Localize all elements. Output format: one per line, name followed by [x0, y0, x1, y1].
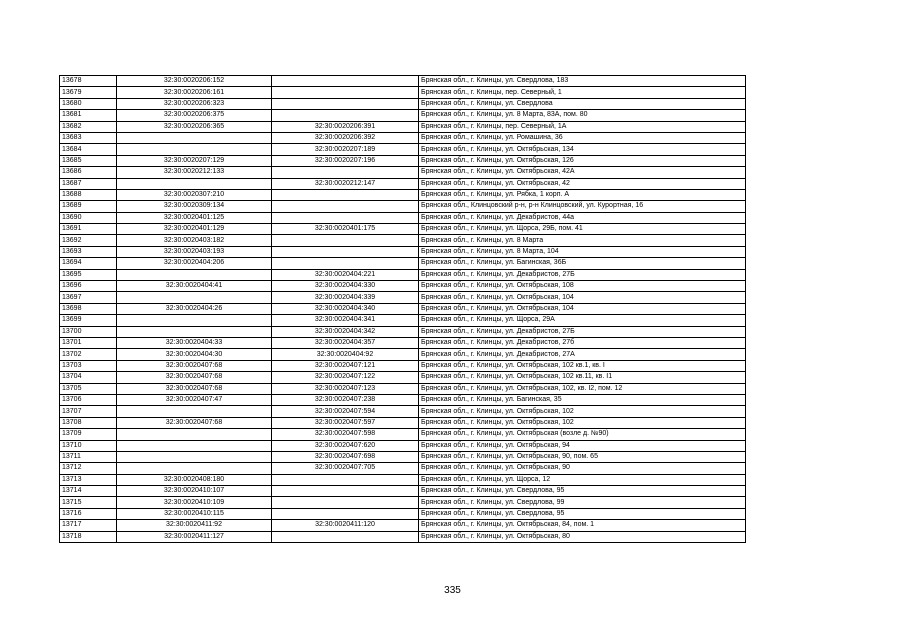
related-cadastral-number-cell — [272, 87, 419, 98]
table-row — [60, 246, 746, 257]
address-cell: Брянская обл., г. Клинцы, ул. 8 Марта — [419, 235, 746, 246]
cadastral-number-cell: 32:30:0020401:129 — [117, 224, 272, 235]
related-cadastral-number-cell: 32:30:0020206:392 — [272, 132, 419, 143]
table-body — [60, 76, 746, 543]
cadastral-number-cell: 32:30:0020207:129 — [117, 155, 272, 166]
table-row — [60, 281, 746, 292]
related-cadastral-number-cell — [272, 98, 419, 109]
address-cell: Брянская обл., г. Клинцы, ул. Октябрьская, 102 кв.1, кв. I — [419, 360, 746, 371]
row-number-cell: 13712 — [60, 463, 117, 474]
related-cadastral-number-cell — [272, 246, 419, 257]
cadastral-number-cell — [117, 315, 272, 326]
address-cell: Брянская обл., г. Клинцы, ул. Октябрьская, 42 — [419, 178, 746, 189]
table-row — [60, 360, 746, 371]
cadastral-number-cell: 32:30:0020404:33 — [117, 337, 272, 348]
row-number-cell: 13679 — [60, 87, 117, 98]
row-number-cell: 13688 — [60, 189, 117, 200]
related-cadastral-number-cell: 32:30:0020212:147 — [272, 178, 419, 189]
address-cell: Брянская обл., г. Клинцы, ул. Багинская, 36Б — [419, 258, 746, 269]
table-row — [60, 372, 746, 383]
cadastral-number-cell: 32:30:0020404:30 — [117, 349, 272, 360]
row-number-cell: 13707 — [60, 406, 117, 417]
address-cell: Брянская обл., г. Клинцы, ул. Октябрьская, 102 — [419, 417, 746, 428]
related-cadastral-number-cell: 32:30:0020404:342 — [272, 326, 419, 337]
row-number-cell: 13718 — [60, 531, 117, 542]
address-cell: Брянская обл., г. Клинцы, ул. Свердлова, 95 — [419, 508, 746, 519]
address-cell: Брянская обл., г. Клинцы, ул. Багинская, 35 — [419, 394, 746, 405]
related-cadastral-number-cell: 32:30:0020404:339 — [272, 292, 419, 303]
table-row — [60, 474, 746, 485]
cadastral-number-cell — [117, 429, 272, 440]
table-row — [60, 258, 746, 269]
table-row — [60, 315, 746, 326]
address-cell: Брянская обл., г. Клинцы, ул. Декабристов, 27Б — [419, 269, 746, 280]
cadastral-number-cell: 32:30:0020206:375 — [117, 110, 272, 121]
row-number-cell: 13717 — [60, 520, 117, 531]
address-cell: Брянская обл., г. Клинцы, ул. Октябрьская, 102 кв.11, кв. I1 — [419, 372, 746, 383]
cadastral-number-cell — [117, 463, 272, 474]
related-cadastral-number-cell — [272, 212, 419, 223]
related-cadastral-number-cell: 32:30:0020404:330 — [272, 281, 419, 292]
related-cadastral-number-cell: 32:30:0020404:357 — [272, 337, 419, 348]
table-row — [60, 531, 746, 542]
address-cell: Брянская обл., г. Клинцы, ул. Свердлова, 183 — [419, 76, 746, 87]
table-row — [60, 144, 746, 155]
cadastral-number-cell: 32:30:0020407:68 — [117, 372, 272, 383]
table-row — [60, 155, 746, 166]
address-cell: Брянская обл., г. Клинцы, ул. Свердлова, 99 — [419, 497, 746, 508]
address-cell: Брянская обл., г. Клинцы, ул. Щорса, 29Б, пом. 41 — [419, 224, 746, 235]
row-number-cell: 13714 — [60, 486, 117, 497]
related-cadastral-number-cell — [272, 110, 419, 121]
cadastral-number-cell: 32:30:0020206:152 — [117, 76, 272, 87]
address-cell: Брянская обл., г. Клинцы, ул. Рябка, 1 корп. А — [419, 189, 746, 200]
row-number-cell: 13708 — [60, 417, 117, 428]
row-number-cell: 13709 — [60, 429, 117, 440]
cadastral-number-cell: 32:30:0020411:92 — [117, 520, 272, 531]
address-cell: Брянская обл., г. Клинцы, ул. Свердлова — [419, 98, 746, 109]
table-row — [60, 87, 746, 98]
cadastral-number-cell — [117, 440, 272, 451]
row-number-cell: 13683 — [60, 132, 117, 143]
row-number-cell: 13705 — [60, 383, 117, 394]
row-number-cell: 13699 — [60, 315, 117, 326]
related-cadastral-number-cell: 32:30:0020407:698 — [272, 451, 419, 462]
related-cadastral-number-cell: 32:30:0020407:123 — [272, 383, 419, 394]
cadastral-number-cell: 32:30:0020407:68 — [117, 417, 272, 428]
address-cell: Брянская обл., г. Клинцы, ул. Свердлова, 95 — [419, 486, 746, 497]
row-number-cell: 13700 — [60, 326, 117, 337]
cadastral-number-cell: 32:30:0020404:26 — [117, 303, 272, 314]
table-row — [60, 497, 746, 508]
row-number-cell: 13702 — [60, 349, 117, 360]
address-cell: Брянская обл., г. Клинцы, ул. Декабристов, 27А — [419, 349, 746, 360]
table-row — [60, 451, 746, 462]
table-row — [60, 201, 746, 212]
address-cell: Брянская обл., г. Клинцы, ул. Щорса, 29А — [419, 315, 746, 326]
row-number-cell: 13687 — [60, 178, 117, 189]
page-number: 335 — [444, 585, 461, 596]
related-cadastral-number-cell: 32:30:0020407:597 — [272, 417, 419, 428]
cadastral-number-cell — [117, 269, 272, 280]
cadastral-number-cell: 32:30:0020410:107 — [117, 486, 272, 497]
row-number-cell: 13681 — [60, 110, 117, 121]
table-row — [60, 486, 746, 497]
table-row — [60, 178, 746, 189]
table-row — [60, 235, 746, 246]
table-row — [60, 224, 746, 235]
related-cadastral-number-cell: 32:30:0020411:120 — [272, 520, 419, 531]
related-cadastral-number-cell: 32:30:0020407:705 — [272, 463, 419, 474]
related-cadastral-number-cell: 32:30:0020404:92 — [272, 349, 419, 360]
address-cell: Брянская обл., г. Клинцы, ул. Ромашина, 36 — [419, 132, 746, 143]
cadastral-number-cell: 32:30:0020410:115 — [117, 508, 272, 519]
related-cadastral-number-cell: 32:30:0020404:341 — [272, 315, 419, 326]
related-cadastral-number-cell — [272, 474, 419, 485]
address-cell: Брянская обл., г. Клинцы, ул. 8 Марта, 83А, пом. 80 — [419, 110, 746, 121]
related-cadastral-number-cell: 32:30:0020206:391 — [272, 121, 419, 132]
cadastral-number-cell: 32:30:0020404:206 — [117, 258, 272, 269]
address-cell: Брянская обл., г. Клинцы, пер. Северный, 1 — [419, 87, 746, 98]
related-cadastral-number-cell — [272, 235, 419, 246]
row-number-cell: 13693 — [60, 246, 117, 257]
related-cadastral-number-cell: 32:30:0020404:340 — [272, 303, 419, 314]
address-cell: Брянская обл., г. Клинцы, ул. Октябрьская, 80 — [419, 531, 746, 542]
address-cell: Брянская обл., г. Клинцы, ул. Октябрьская, 108 — [419, 281, 746, 292]
table-row — [60, 406, 746, 417]
table-row — [60, 349, 746, 360]
row-number-cell: 13704 — [60, 372, 117, 383]
row-number-cell: 13690 — [60, 212, 117, 223]
cadastral-number-cell: 32:30:0020404:41 — [117, 281, 272, 292]
row-number-cell: 13694 — [60, 258, 117, 269]
cadastral-number-cell: 32:30:0020309:134 — [117, 201, 272, 212]
table-row — [60, 326, 746, 337]
table-row — [60, 429, 746, 440]
address-cell: Брянская обл., г. Клинцы, ул. Октябрьская, 94 — [419, 440, 746, 451]
related-cadastral-number-cell — [272, 76, 419, 87]
row-number-cell: 13689 — [60, 201, 117, 212]
related-cadastral-number-cell — [272, 167, 419, 178]
table-row — [60, 76, 746, 87]
related-cadastral-number-cell: 32:30:0020407:121 — [272, 360, 419, 371]
table-row — [60, 98, 746, 109]
cadastral-number-cell: 32:30:0020407:68 — [117, 383, 272, 394]
table-row — [60, 292, 746, 303]
cadastral-number-cell — [117, 178, 272, 189]
table-row — [60, 212, 746, 223]
row-number-cell: 13696 — [60, 281, 117, 292]
cadastral-number-cell — [117, 292, 272, 303]
related-cadastral-number-cell: 32:30:0020404:221 — [272, 269, 419, 280]
address-cell: Брянская обл., г. Клинцы, ул. Октябрьская, 134 — [419, 144, 746, 155]
related-cadastral-number-cell — [272, 201, 419, 212]
address-cell: Брянская обл., г. Клинцы, ул. Октябрьская, 42А — [419, 167, 746, 178]
document-table — [59, 75, 746, 543]
table-row — [60, 189, 746, 200]
related-cadastral-number-cell: 32:30:0020407:238 — [272, 394, 419, 405]
table-row — [60, 440, 746, 451]
row-number-cell: 13692 — [60, 235, 117, 246]
row-number-cell: 13680 — [60, 98, 117, 109]
address-cell: Брянская обл., г. Клинцы, ул. Октябрьская, 84, пом. 1 — [419, 520, 746, 531]
related-cadastral-number-cell: 32:30:0020407:598 — [272, 429, 419, 440]
cadastral-number-cell: 32:30:0020403:182 — [117, 235, 272, 246]
related-cadastral-number-cell — [272, 189, 419, 200]
related-cadastral-number-cell: 32:30:0020207:189 — [272, 144, 419, 155]
table-row — [60, 383, 746, 394]
address-cell: Брянская обл., г. Клинцы, ул. Декабристов, 27б — [419, 337, 746, 348]
related-cadastral-number-cell: 32:30:0020407:620 — [272, 440, 419, 451]
table-row — [60, 417, 746, 428]
row-number-cell: 13684 — [60, 144, 117, 155]
row-number-cell: 13697 — [60, 292, 117, 303]
address-cell: Брянская обл., Клинцовский р-н, р-н Клинцовский, ул. Курортная, 16 — [419, 201, 746, 212]
row-number-cell: 13686 — [60, 167, 117, 178]
row-number-cell: 13715 — [60, 497, 117, 508]
table-row — [60, 167, 746, 178]
cadastral-number-cell — [117, 451, 272, 462]
cadastral-number-cell — [117, 326, 272, 337]
row-number-cell: 13695 — [60, 269, 117, 280]
cadastral-number-cell: 32:30:0020206:365 — [117, 121, 272, 132]
row-number-cell: 13678 — [60, 76, 117, 87]
related-cadastral-number-cell — [272, 531, 419, 542]
cadastral-number-cell: 32:30:0020408:180 — [117, 474, 272, 485]
related-cadastral-number-cell: 32:30:0020207:196 — [272, 155, 419, 166]
table-row — [60, 520, 746, 531]
table-row — [60, 132, 746, 143]
row-number-cell: 13703 — [60, 360, 117, 371]
row-number-cell: 13685 — [60, 155, 117, 166]
row-number-cell: 13701 — [60, 337, 117, 348]
related-cadastral-number-cell: 32:30:0020407:594 — [272, 406, 419, 417]
related-cadastral-number-cell — [272, 497, 419, 508]
cadastral-number-cell — [117, 132, 272, 143]
table-row — [60, 508, 746, 519]
address-cell: Брянская обл., г. Клинцы, ул. Декабристов, 44а — [419, 212, 746, 223]
row-number-cell: 13713 — [60, 474, 117, 485]
cadastral-number-cell: 32:30:0020410:109 — [117, 497, 272, 508]
address-cell: Брянская обл., г. Клинцы, ул. Октябрьская, 102 — [419, 406, 746, 417]
row-number-cell: 13716 — [60, 508, 117, 519]
cadastral-number-cell — [117, 406, 272, 417]
table-row — [60, 337, 746, 348]
address-cell: Брянская обл., г. Клинцы, ул. Октябрьская, 90 — [419, 463, 746, 474]
row-number-cell: 13682 — [60, 121, 117, 132]
address-cell: Брянская обл., г. Клинцы, ул. Октябрьская (возле д. №90) — [419, 429, 746, 440]
cadastral-number-cell: 32:30:0020407:68 — [117, 360, 272, 371]
related-cadastral-number-cell — [272, 486, 419, 497]
cadastral-number-cell — [117, 144, 272, 155]
related-cadastral-number-cell: 32:30:0020401:175 — [272, 224, 419, 235]
row-number-cell: 13698 — [60, 303, 117, 314]
row-number-cell: 13691 — [60, 224, 117, 235]
cadastral-number-cell: 32:30:0020206:323 — [117, 98, 272, 109]
cadastral-number-cell: 32:30:0020407:47 — [117, 394, 272, 405]
cadastral-number-cell: 32:30:0020403:193 — [117, 246, 272, 257]
row-number-cell: 13706 — [60, 394, 117, 405]
table-row — [60, 121, 746, 132]
cadastral-number-cell: 32:30:0020206:161 — [117, 87, 272, 98]
address-cell: Брянская обл., г. Клинцы, ул. Октябрьская, 104 — [419, 303, 746, 314]
row-number-cell: 13710 — [60, 440, 117, 451]
address-cell: Брянская обл., г. Клинцы, ул. Октябрьская, 126 — [419, 155, 746, 166]
address-cell: Брянская обл., г. Клинцы, ул. Декабристов, 27Б — [419, 326, 746, 337]
related-cadastral-number-cell — [272, 258, 419, 269]
cadastral-number-cell: 32:30:0020307:210 — [117, 189, 272, 200]
address-cell: Брянская обл., г. Клинцы, ул. Октябрьская, 104 — [419, 292, 746, 303]
table-row — [60, 394, 746, 405]
cadastral-number-cell: 32:30:0020401:125 — [117, 212, 272, 223]
related-cadastral-number-cell — [272, 508, 419, 519]
table-row — [60, 303, 746, 314]
cadastral-number-cell: 32:30:0020411:127 — [117, 531, 272, 542]
table-row — [60, 110, 746, 121]
table-row — [60, 463, 746, 474]
address-cell: Брянская обл., г. Клинцы, ул. Октябрьская, 102, кв. I2, пом. 12 — [419, 383, 746, 394]
address-cell: Брянская обл., г. Клинцы, пер. Северный, 1А — [419, 121, 746, 132]
cadastral-number-cell: 32:30:0020212:133 — [117, 167, 272, 178]
address-cell: Брянская обл., г. Клинцы, ул. Щорса, 12 — [419, 474, 746, 485]
row-number-cell: 13711 — [60, 451, 117, 462]
related-cadastral-number-cell: 32:30:0020407:122 — [272, 372, 419, 383]
address-cell: Брянская обл., г. Клинцы, ул. 8 Марта, 104 — [419, 246, 746, 257]
address-cell: Брянская обл., г. Клинцы, ул. Октябрьская, 90, пом. 65 — [419, 451, 746, 462]
table-row — [60, 269, 746, 280]
